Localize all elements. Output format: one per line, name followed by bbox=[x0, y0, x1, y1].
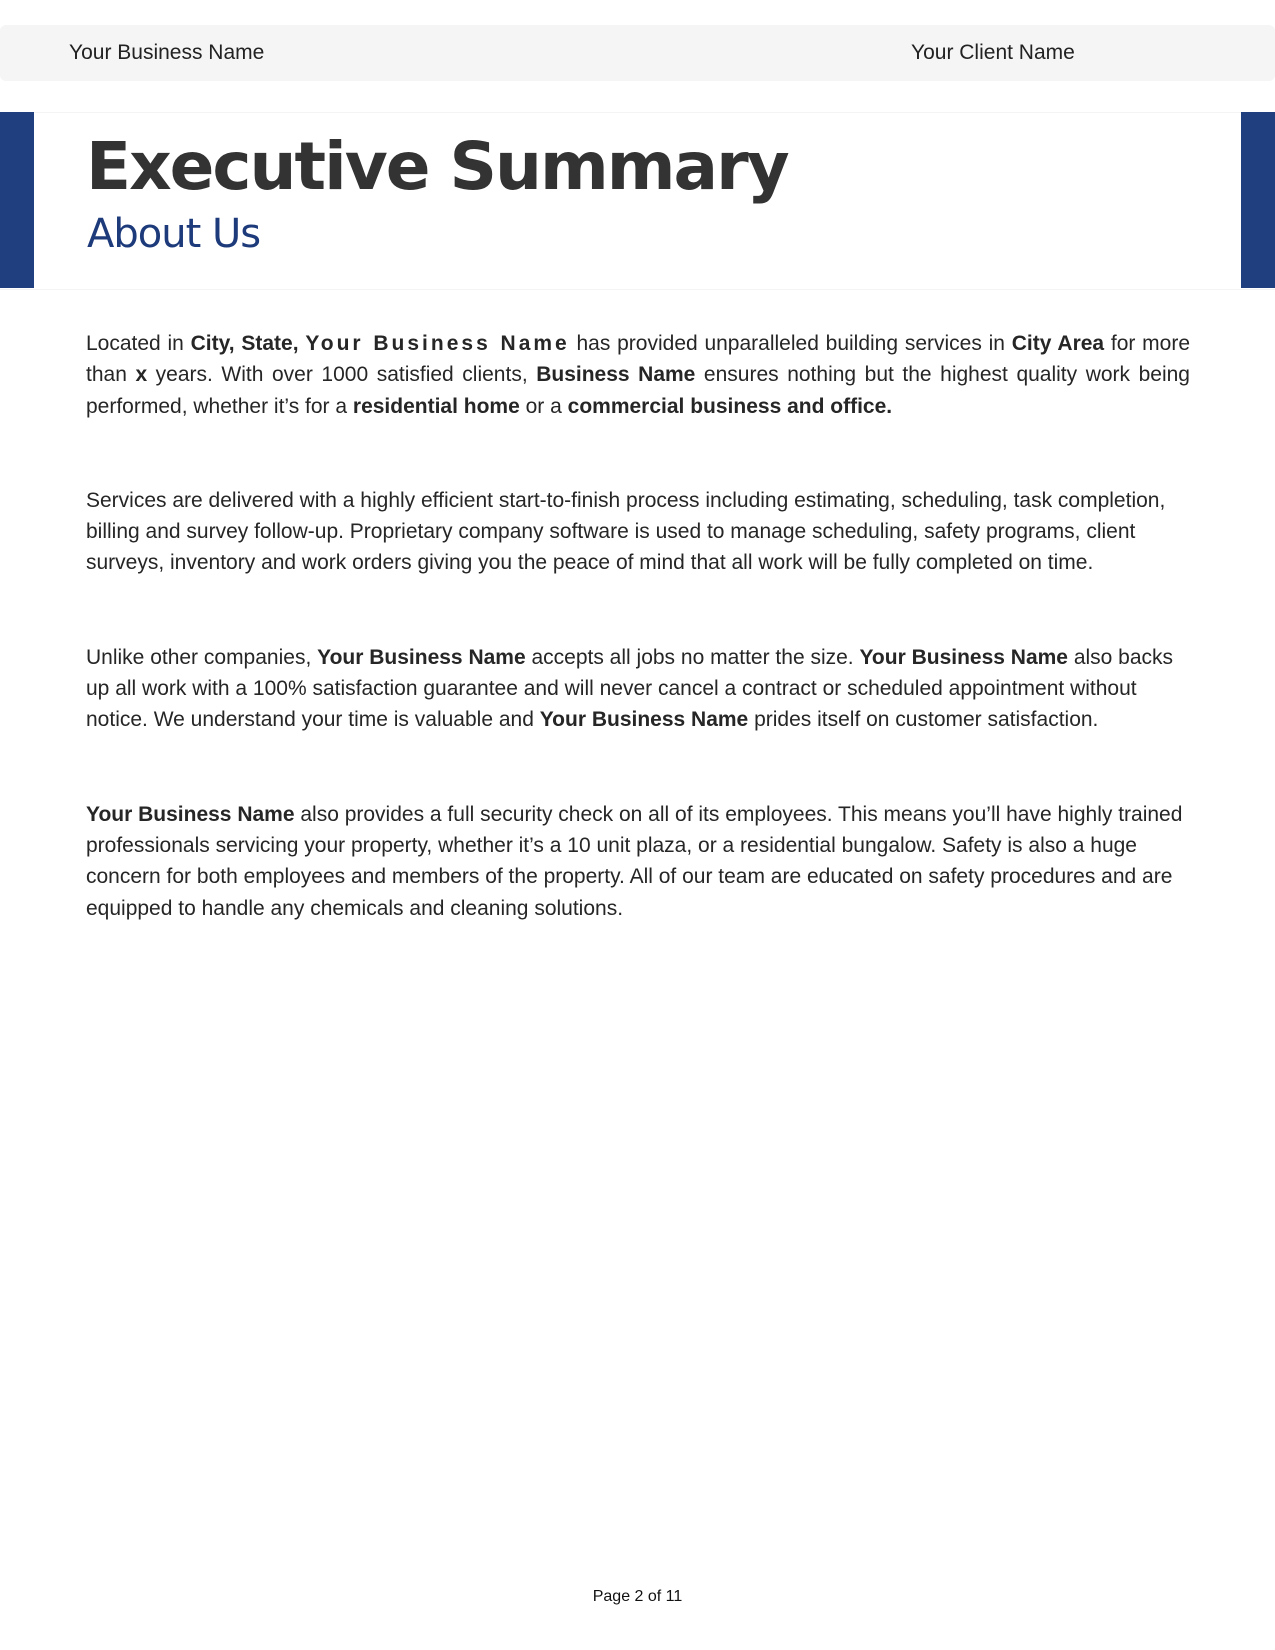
paragraph-services bbox=[86, 485, 1190, 579]
text: Services are delivered with a highly efficient start-to-finish process including estimating, scheduling, task completion, billing and survey follow-up. Proprietary company software is used to manage scheduling, safety programs, client surveys, inventory and work orders giving you the peace of mind that all work will be fully completed on time. bbox=[86, 488, 1166, 575]
body-content bbox=[86, 328, 1190, 987]
business-name-emphasis: Your Business Name bbox=[539, 708, 749, 732]
text: also backs up all work with a 100% satisfaction guarantee and will never cancel a contract or scheduled appointment without notice. We understand your time is valuable and bbox=[86, 645, 1174, 732]
business-name-emphasis: Your Business Name bbox=[317, 645, 526, 669]
text: ensures nothing but the highest quality work being performed, whether it’s for a bbox=[86, 363, 1190, 418]
page-number: Page 2 of 11 bbox=[592, 1588, 683, 1605]
text: Unlike other companies, bbox=[86, 645, 318, 669]
section-subtitle: About Us bbox=[87, 211, 261, 257]
text: has provided unparalleled building services in bbox=[569, 332, 1012, 355]
paragraph-location bbox=[86, 328, 1190, 422]
residential-home: residential home bbox=[352, 394, 520, 418]
city-area: City Area bbox=[1011, 332, 1105, 355]
business-name: Your Business Name bbox=[69, 41, 265, 64]
paragraph-security bbox=[86, 799, 1190, 924]
text: accepts all jobs no matter the size. bbox=[525, 645, 860, 669]
accent-bar-right bbox=[1241, 112, 1275, 288]
accent-bar-left bbox=[0, 112, 34, 288]
text: for more than bbox=[86, 332, 1191, 387]
business-name-emphasis: Your Business Name bbox=[305, 332, 570, 355]
text: years. With over 1000 satisfied clients, bbox=[147, 363, 537, 387]
business-name-emphasis: Business Name bbox=[536, 363, 696, 387]
text: also provides a full security check on all of its employees. This means you’ll have highly trained professionals servicing your property, whether it’s a 10 unit plaza, or a residential bungalow. Safety is also a huge concern for both employees and members of the property. All of our team are educated on safety procedures and are equipped to handle any chemicals and cleaning solutions. bbox=[86, 802, 1183, 920]
header-bar bbox=[0, 25, 1275, 81]
text: Located in bbox=[86, 332, 191, 355]
paragraph-guarantee bbox=[86, 642, 1190, 736]
business-name-emphasis: Your Business Name bbox=[86, 802, 295, 826]
text: prides itself on customer satisfaction. bbox=[748, 708, 1099, 732]
business-name-emphasis: Your Business Name bbox=[859, 645, 1068, 669]
client-name: Your Client Name bbox=[911, 41, 1075, 64]
commercial-business: commercial business and office. bbox=[567, 394, 893, 418]
page-title: Executive Summary bbox=[86, 128, 788, 205]
city-state: City, State, bbox=[190, 332, 299, 355]
text: or a bbox=[519, 394, 568, 418]
years-placeholder: x bbox=[135, 363, 148, 387]
